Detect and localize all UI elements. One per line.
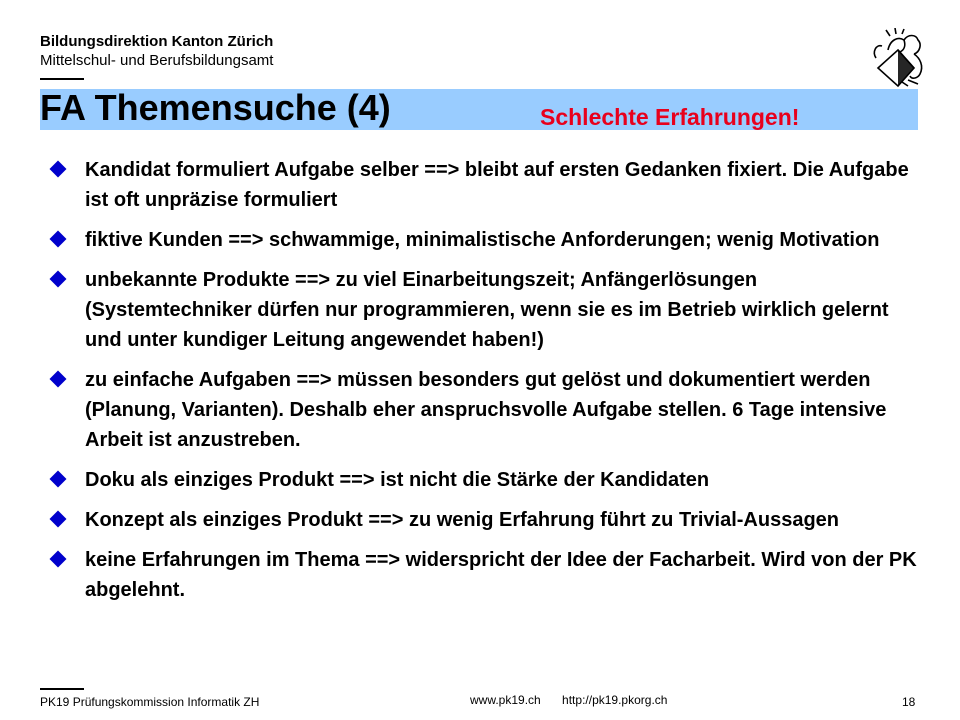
diamond-bullet-icon (50, 551, 67, 568)
diamond-bullet-icon (50, 271, 67, 288)
diamond-bullet-icon (50, 371, 67, 388)
footer-links (470, 693, 685, 707)
footer-url-secondary[interactable]: http://pk19.pkorg.ch (562, 693, 668, 707)
list-item (48, 505, 918, 535)
list-item (48, 545, 918, 605)
diamond-bullet-icon (50, 511, 67, 528)
header-divider (40, 78, 84, 80)
zurich-lion-coat-of-arms-icon (868, 28, 930, 88)
list-item (48, 365, 918, 455)
bullet-text: Konzept als einziges Produkt ==> zu wenig Erfahrung führt zu Trivial-Aussagen (85, 509, 840, 531)
list-item (48, 465, 918, 495)
org-header (40, 33, 273, 71)
list-item (48, 265, 918, 355)
page-number: 18 (902, 695, 916, 709)
org-name: Bildungsdirektion Kanton Zürich (40, 33, 274, 50)
slide-title: FA Themensuche (4) (40, 87, 391, 128)
slide-subtitle: Schlechte Erfahrungen! (540, 104, 800, 130)
bullet-text: Doku als einziges Produkt ==> ist nicht die Stärke der Kandidaten (85, 469, 710, 491)
footer-divider (40, 688, 84, 690)
bullet-text: fiktive Kunden ==> schwammige, minimalistische Anforderungen; wenig Motivation (85, 229, 880, 251)
diamond-bullet-icon (50, 161, 67, 178)
list-item (48, 225, 918, 255)
bullet-text: zu einfache Aufgaben ==> müssen besonders gut gelöst und dokumentiert werden (Planung, Varianten). Deshalb eher anspruchsvolle Aufgabe stellen. 6 Tage intensive Arbeit ist anzustreben. (85, 369, 887, 451)
bullet-text: keine Erfahrungen im Thema ==> widerspricht der Idee der Facharbeit. Wird von der PK abgelehnt. (85, 549, 917, 601)
bullet-list (48, 155, 918, 615)
list-item (48, 155, 918, 215)
diamond-bullet-icon (50, 231, 67, 248)
bullet-text: Kandidat formuliert Aufgabe selber ==> bleibt auf ersten Gedanken fixiert. Die Aufgabe ist oft unpräzise formuliert (85, 159, 909, 211)
bullet-text: unbekannte Produkte ==> zu viel Einarbeitungszeit; Anfängerlösungen (Systemtechniker dürfen nur programmieren, wenn sie es im Betrieb wirklich gelernt und unter kundiger Leitung angewendet haben!) (85, 269, 889, 351)
diamond-bullet-icon (50, 471, 67, 488)
footer-url-primary[interactable]: www.pk19.ch (470, 693, 541, 707)
org-department: Mittelschul- und Berufsbildungsamt (40, 51, 274, 69)
footer-organization: PK19 Prüfungskommission Informatik ZH (40, 695, 260, 709)
